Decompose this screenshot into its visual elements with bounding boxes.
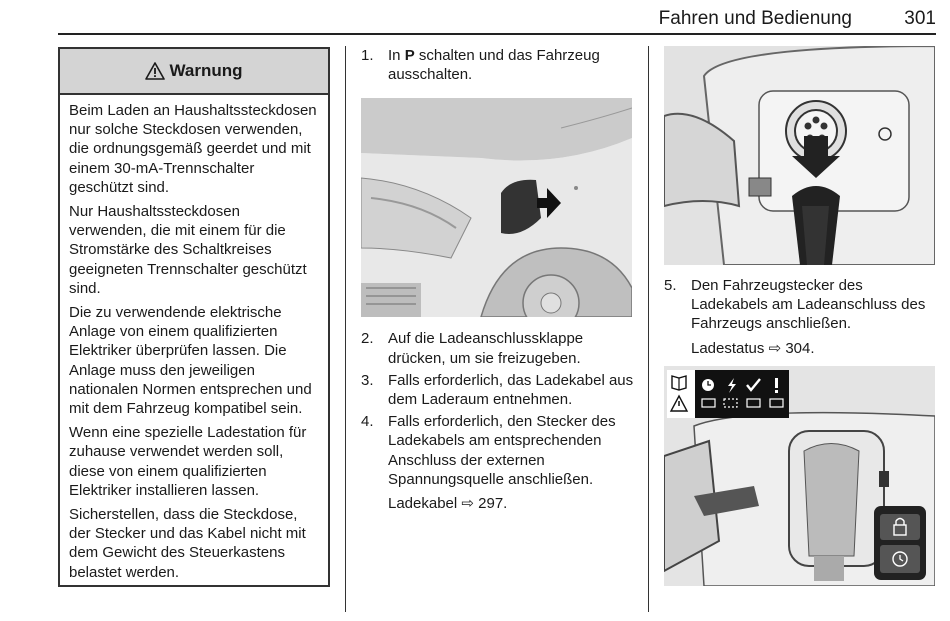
page-number: 301 [904,8,936,29]
step-5 [664,276,936,334]
warning-box [58,47,330,587]
illustration-plug-connected [664,366,935,586]
step-text: schalten und das Fahrzeug ausschalten. [388,47,600,84]
reference-page: 304. [785,339,815,357]
illustration-charging-socket [664,46,935,265]
warning-paragraph: Nur Haushaltssteckdosen verwenden, die mit einem für die Stromstärke des Schaltkreises geeigneten Trennschalter geschützt sind. [69,203,307,297]
step-number: 5. [664,277,677,294]
page-header [58,8,936,32]
page-reference-arrow-icon: ⇨ [768,339,782,357]
warning-title: Warnung [169,61,243,80]
step-number: 4. [361,413,374,431]
exclamation-icon [775,378,778,393]
warning-paragraph: Beim Laden an Haushaltssteckdosen nur solche Steckdosen verwenden, die ordnungsgemäß geerdet und mit einem 30-mA-Trennschalter geschützt sind. [69,102,317,196]
step-text-bold: P [404,47,415,64]
step-3 [361,371,636,409]
step-text: Den Fahrzeugstecker des Ladekabels am Ladeanschluss des Fahrzeugs anschließen. [691,277,926,333]
step-2 [361,329,636,367]
step-1 [361,46,636,84]
step-text: In [388,47,405,64]
illustration-charging-flap [361,98,632,317]
column-divider [345,46,346,612]
warning-triangle-icon [145,62,165,80]
instructions-column [664,46,936,586]
reference-page: 297. [478,495,508,513]
instructions-column [361,46,636,513]
reference-label: Ladestatus [691,339,765,357]
section-title: Fahren und Bedienung [658,8,852,29]
step-text: Falls erforderlich, den Stecker des Ladekabels am entsprechenden Anschluss der externen Spannungsquelle anschließen. [388,413,616,488]
step-4 [361,412,636,489]
warning-paragraph: Sicherstellen, dass die Steckdose, der Stecker und das Kabel nicht mit dem Gewicht des Steuerkastens belastet werden. [69,506,306,581]
reference-label: Ladekabel [388,495,458,513]
warning-body [60,95,328,582]
step-number: 3. [361,371,374,389]
step-text: Auf die Ladeanschlussklappe drücken, um sie freizugeben. [388,330,584,367]
warning-paragraph: Die zu verwendende elektrische Anlage von einem qualifizierten Elektriker überprüfen lassen. Die Anlage muss den jeweiligen nationalen Normen entsprechen und mit dem Fahrzeug kompatibel sein. [69,304,312,418]
step-text: Falls erforderlich, das Ladekabel aus dem Laderaum entnehmen. [388,371,634,409]
page-reference[interactable] [361,494,636,513]
step-number: 1. [361,47,374,64]
header-rule [58,33,936,35]
warning-header [60,49,328,95]
warning-paragraph: Wenn eine spezielle Ladestation für zuhause verwendet werden soll, diese von einem qualifizierten Elektriker installieren lassen. [69,424,307,499]
clock-icon [702,379,714,391]
column-divider [648,46,649,612]
step-number: 2. [361,330,374,348]
page-reference-arrow-icon: ⇨ [461,495,474,513]
page-reference[interactable] [664,339,936,358]
